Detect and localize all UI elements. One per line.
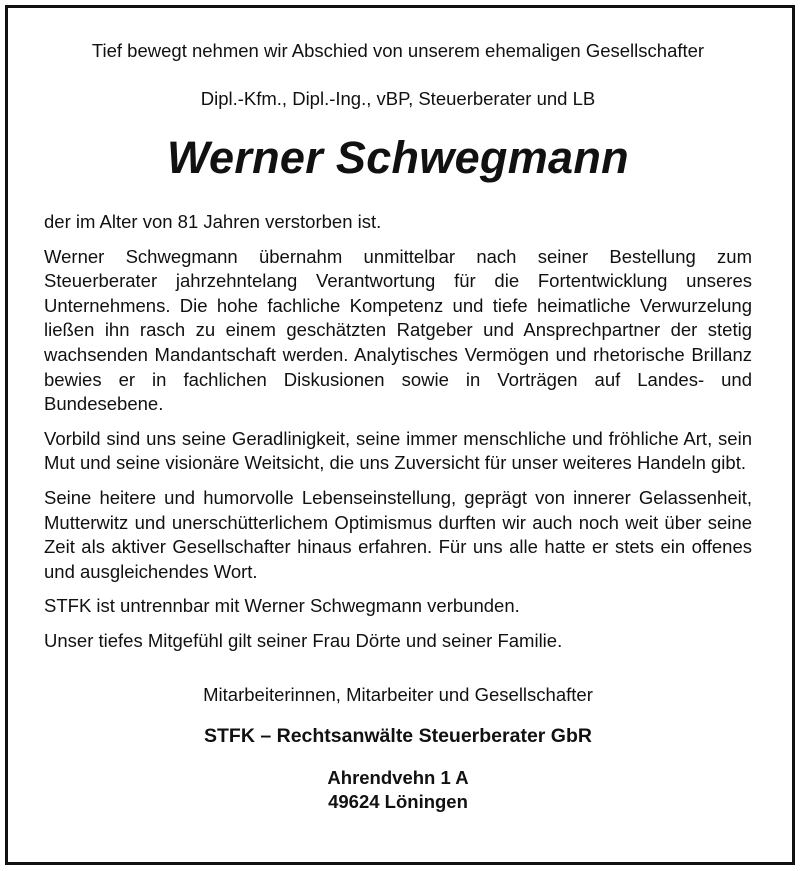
address-city: 49624 Löningen	[328, 790, 468, 812]
firm-address	[44, 766, 752, 814]
academic-titles: Dipl.-Kfm., Dipl.-Ing., vBP, Steuerberater und LB	[200, 88, 596, 109]
paragraph-condolence: Unser tiefes Mitgefühl gilt seiner Frau Dörte und seiner Familie.	[44, 629, 563, 651]
paragraph-attitude: Seine heitere und humorvolle Lebenseinstellung, geprägt von innerer Gelassenheit, Mutterwitz und unerschütterlichem Optimismus durften wir auch noch weit über seine Zeit als aktiver Gesellschafter hinaus erfahren. Für uns alle hatte er stets ein offenes und ausgleichendes Wort.	[44, 486, 752, 582]
deceased-name: Werner Schwegmann	[167, 132, 629, 183]
paragraph-age: der im Alter von 81 Jahren verstorben ist.	[44, 211, 382, 232]
firm-name: STFK – Rechtsanwälte Steuerberater GbR	[204, 724, 592, 747]
paragraph-role-model: Vorbild sind uns seine Geradlinigkeit, seine immer menschliche und fröhliche Art, sein Mut und seine visionäre Weitsicht, die uns Zuversicht für unser weiteres Handeln gibt.	[44, 427, 752, 474]
address-street: Ahrendvehn 1 A	[327, 766, 469, 788]
signatories: Mitarbeiterinnen, Mitarbeiter und Gesellschafter	[203, 683, 593, 705]
paragraph-career: Werner Schwegmann übernahm unmittelbar nach seiner Bestellung zum Steuerberater jahrzehntelang Verantwortung für die Fortentwicklung unseres Unternehmens. Die hohe fachliche Kompetenz und tiefe heimatliche Verwurzelung ließen ihn rasch zu einem geschätzten Ratgeber und Ansprechpartner der stetig wachsenden Mandantschaft werden. Analytisches Vermögen und rhetorische Brillanz bewies er in fachlichen Diskusionen sowie in Vorträgen auf Landes- und Bundesebene.	[44, 245, 752, 415]
paragraph-stfk: STFK ist untrennbar mit Werner Schwegmann verbunden.	[44, 595, 520, 617]
obituary-notice	[44, 28, 752, 814]
intro-line: Tief bewegt nehmen wir Abschied von unserem ehemaligen Gesellschafter	[91, 40, 705, 61]
